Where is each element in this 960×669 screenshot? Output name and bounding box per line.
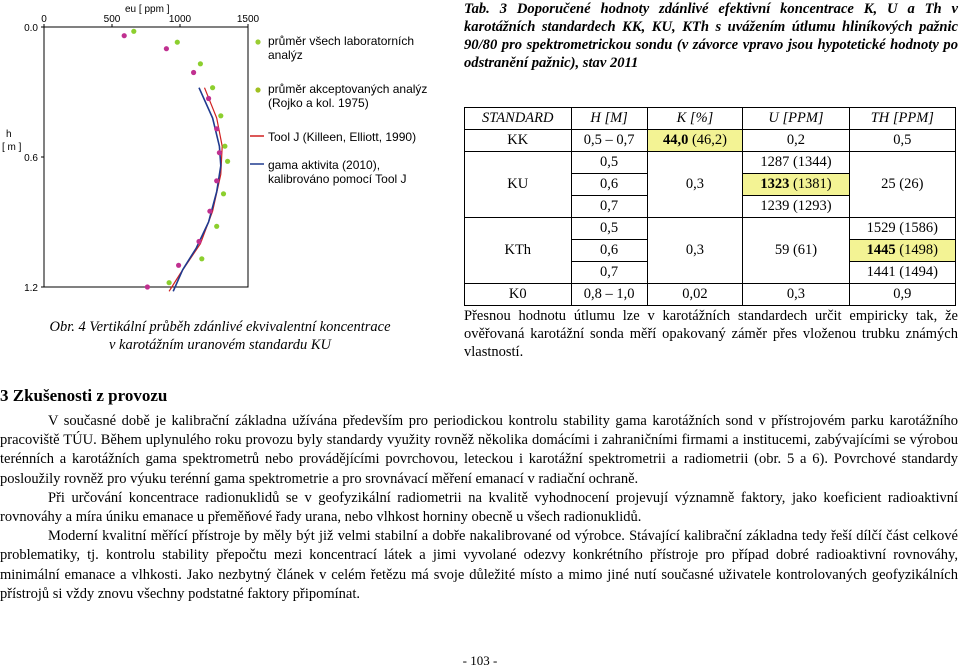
cell-kth-th3: 1441 (1494) [849, 262, 955, 284]
table-row [465, 130, 956, 152]
cell-ku-h3: 0,7 [571, 196, 647, 218]
cell-kth-k: 0,3 [647, 218, 743, 284]
data-point-all_lab [221, 191, 226, 196]
header-th: TH [PPM] [849, 108, 955, 130]
table-caption [464, 0, 958, 72]
cell-kk-name: KK [465, 130, 572, 152]
cell-ku-k: 0,3 [647, 152, 743, 218]
cell-kth-name: KTh [465, 218, 572, 284]
legend-label: kalibrováno pomocí Tool J [268, 172, 407, 186]
cell-ku-u2 [743, 174, 849, 196]
data-point-accepted [122, 33, 127, 38]
header-k: K [%] [647, 108, 743, 130]
plot-frame [44, 27, 248, 287]
cell-kth-th2-rest: (1498) [895, 242, 938, 258]
legend-label: průměr všech laboratorních [268, 34, 415, 48]
data-point-all_lab [199, 256, 204, 261]
legend-label: průměr akceptovaných analýz [268, 82, 428, 96]
cell-kth-h2: 0,6 [571, 240, 647, 262]
cell-ku-u3: 1239 (1293) [743, 196, 849, 218]
table-row [465, 152, 956, 174]
paragraph: Moderní kvalitní měřící přístroje by měly být již velmi stabilní a dobře nakalibrované od výrobce. Stávající kalibrační základna tedy řeší dílčí část celkové problematiky, tj. kontrolu stability přepočtu mezi koncentrací látek a jimi vyvolané odezvy konkrétního přístroje pro případ dobré radioaktivní rovnováhy, minimální emanace a vlhkosti. Jako nezbytný článek v celém řetězu má svoje důležité místo a mimo jiné nutí současné uživatele kontrolovaných geofyzikálních přístrojů si vždy znovu všechny podstatné faktory připomínat. [0, 528, 958, 602]
data-point-accepted [206, 96, 211, 101]
cell-kk-u: 0,2 [743, 130, 849, 152]
legend-marker-dot [255, 87, 260, 92]
page-number: - 103 - [462, 653, 498, 668]
legend-label: gama aktivita (2010), [268, 158, 381, 172]
data-point-accepted [214, 178, 219, 183]
header-h: H [M] [571, 108, 647, 130]
cell-kth-h3: 0,7 [571, 262, 647, 284]
table-header-row [465, 108, 956, 130]
table-row [465, 218, 956, 240]
y-tick-label: 0.0 [24, 23, 38, 34]
cell-kk-k-bold: 44,0 [662, 132, 689, 148]
x-tick-label: 500 [103, 14, 121, 25]
y-tick-label: 0.6 [24, 153, 38, 164]
data-point-accepted [196, 239, 201, 244]
cell-kth-th2-bold: 1445 [866, 242, 896, 258]
data-point-all_lab [225, 159, 230, 164]
series-line-tool_j [169, 88, 222, 292]
cell-ku-h1: 0,5 [571, 152, 647, 174]
data-point-accepted [145, 284, 150, 289]
cell-ku-h2: 0,6 [571, 174, 647, 196]
y-tick-label: 1.2 [24, 283, 38, 294]
cell-k0-h: 0,8 – 1,0 [571, 284, 647, 306]
cell-kk-k [647, 130, 743, 152]
cell-kk-k-rest: (46,2) [688, 132, 727, 148]
data-point-all_lab [210, 85, 215, 90]
paragraph: Při určování koncentrace radionuklidů se v geofyzikální radiometrii na kvalitě vyhodnocení projevují významně faktory, jako koeficient radioaktivní rovnováhy a míra úniku emanace u přeměňové řady urana, nebo vlhkost horniny obecně u všech radionuklidů. [0, 489, 958, 526]
x-tick-label: 1000 [168, 14, 192, 25]
standards-table [464, 107, 956, 306]
cell-k0-th: 0,9 [849, 284, 955, 306]
table-caption-text: Doporučené hodnoty zdánlivé efektivní koncentrace K, U a Th v karotážních standardech KK, KU, KTh s uvážením útlumu hliníkových pažnic 90/80 pro spektrometrickou sondu (v závorce vpravo jsou hypotetické hodnoty po odstranění pažnic), stav 2011 [464, 1, 959, 71]
data-point-accepted [176, 263, 181, 268]
data-point-accepted [191, 70, 196, 75]
section-heading: 3 Zkušenosti z provozu [0, 386, 168, 405]
data-point-all_lab [167, 280, 172, 285]
cell-kth-th1: 1529 (1586) [849, 218, 955, 240]
cell-k0-name: K0 [465, 284, 572, 306]
cell-kth-u: 59 (61) [743, 218, 849, 284]
cell-ku-u2-bold: 1323 [760, 176, 790, 192]
data-point-accepted [217, 150, 222, 155]
paragraph: V současné době je kalibrační základna užívána především pro periodickou kontrolu stability gama karotážních sond v přístrojovém parku karotážního pracoviště TÚU. Během uplynulého roku provozu byly standardy využity rovněž několika domácími i zahraničními firmami a institucemi, zabývajícími se výrobou terénních a karotážních gama spektrometrů nebo provádějícími povrchovou, leteckou i karotážní spektrometrii a radiometrii (obr. 5 a 6). Povrchové standardy posloužily rovněž pro výuku terénní gama spektrometrie a pro srovnávací měření emanací v radiační ochraně. [0, 413, 958, 487]
data-point-all_lab [198, 61, 203, 66]
cell-kth-h1: 0,5 [571, 218, 647, 240]
legend-label: (Rojko a kol. 1975) [268, 96, 369, 110]
cell-ku-u2-rest: (1381) [789, 176, 832, 192]
y-axis-label-h: h [6, 129, 12, 140]
cell-kth-th2 [849, 240, 955, 262]
data-point-accepted [214, 126, 219, 131]
header-standard: STANDARD [465, 108, 572, 130]
legend-marker-dot [255, 39, 260, 44]
cell-ku-name: KU [465, 152, 572, 218]
figure-caption-line2: v karotážním uranovém standardu KU [108, 337, 332, 353]
data-point-all_lab [131, 29, 136, 34]
data-point-accepted [207, 209, 212, 214]
table-row [465, 284, 956, 306]
data-point-all_lab [214, 224, 219, 229]
x-axis-label: eu [ ppm ] [125, 4, 170, 15]
uranium-profile-chart [0, 0, 460, 305]
y-axis-label-unit: [ m ] [2, 142, 22, 153]
table-caption-number: Tab. 3 [464, 1, 507, 17]
cell-k0-k: 0,02 [647, 284, 743, 306]
x-tick-label: 1500 [236, 14, 260, 25]
cell-kk-h: 0,5 – 0,7 [571, 130, 647, 152]
data-point-all_lab [222, 144, 227, 149]
body-text [0, 412, 958, 604]
data-point-all_lab [218, 113, 223, 118]
series-line-gama [173, 88, 221, 292]
cell-ku-th: 25 (26) [849, 152, 955, 218]
cell-kk-th: 0,5 [849, 130, 955, 152]
cell-ku-u1: 1287 (1344) [743, 152, 849, 174]
legend-label: Tool J (Killeen, Elliott, 1990) [268, 130, 417, 144]
figure-caption-line1: Obr. 4 Vertikální průběh zdánlivé ekvivalentní koncentrace [49, 319, 391, 335]
data-point-accepted [164, 46, 169, 51]
figure-caption [0, 318, 440, 354]
table-note: Přesnou hodnotu útlumu lze v karotážních standardech určit empiricky tak, že ověřovaná karotážní sonda měří opakovaný záměr přes vloženou trubku známých vlastností. [464, 308, 958, 360]
data-point-all_lab [175, 40, 180, 45]
legend-label: analýz [268, 48, 303, 62]
cell-k0-u: 0,3 [743, 284, 849, 306]
x-tick-label: 0 [41, 14, 47, 25]
header-u: U [PPM] [743, 108, 849, 130]
